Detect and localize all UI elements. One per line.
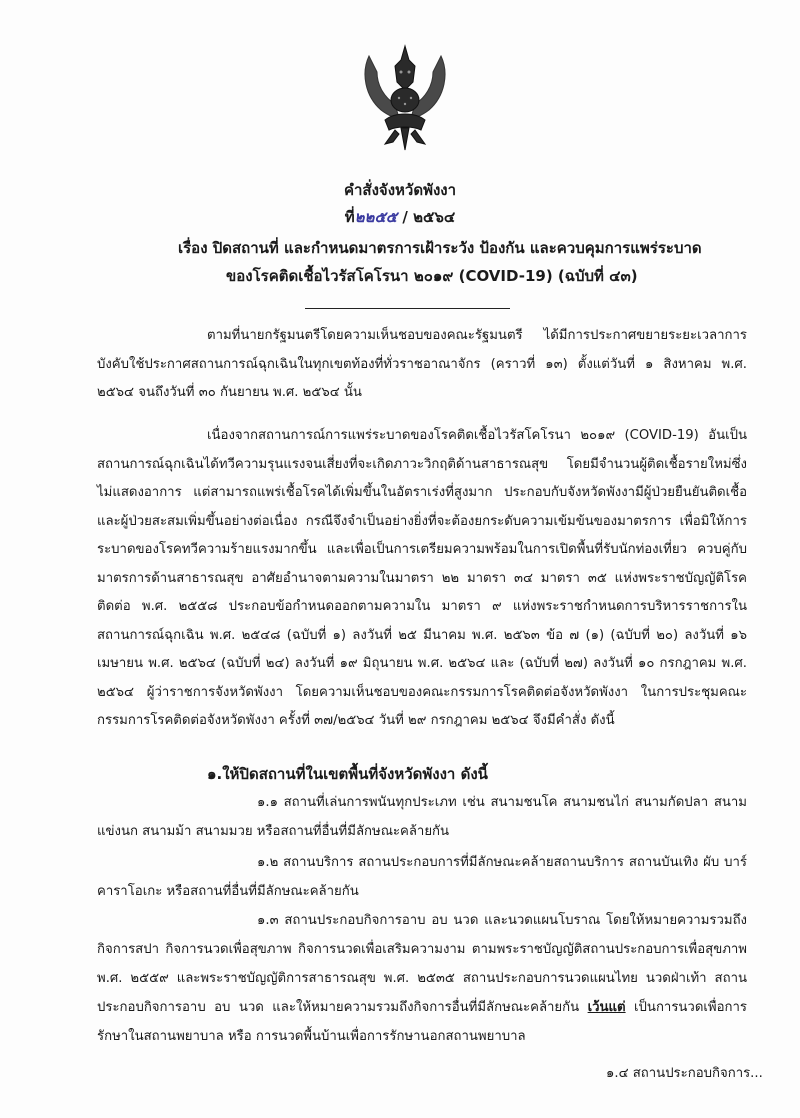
page-continuation: ๑.๔ สถานประกอบกิจการ... xyxy=(606,1066,763,1081)
paragraph-text: ตามที่นายกรัฐมนตรีโดยความเห็นชอบของคณะรัฐมนตรี ได้มีการประกาศขยายระยะเวลาการบังคับใช้ประกาศสถานการณ์ฉุกเฉินในทุกเขตท้องที่ทั่วราชอาณาจักร (คราวที่ ๑๓) ตั้งแต่วันที่ ๑ สิงหาคม พ.ศ. ๒๕๖๔ จนถึงวันที่ ๓๐ กันยายน พ.ศ. ๒๕๖๔ นั้น xyxy=(97,328,747,400)
section-item-1-1 xyxy=(97,788,747,846)
section-item-1-2 xyxy=(97,848,747,906)
exception-label: เว้นแต่ xyxy=(587,1000,626,1015)
garuda-emblem-icon xyxy=(355,38,455,153)
item-text: ๑.๓ สถานประกอบกิจการอาบ อบ นวด และนวดแผนโบราณ โดยให้หมายความรวมถึงกิจการสปา กิจการนวดเพื่อสุขภาพ กิจการนวดเพื่อเสริมความงาม ตามพระราชบัญญัติสถานประกอบการเพื่อสุขภาพ พ.ศ. ๒๕๕๙ และพระราชบัญญัติการสาธารณสุข พ.ศ. ๒๕๓๕ สถานประกอบการนวดแผนไทย นวดฝ่าเท้า สถานประกอบกิจการอาบ อบ นวด และให้หมายความรวมถึงกิจการอื่นที่มีลักษณะคล้ายกัน xyxy=(97,913,747,1015)
exception-text: เป็นการนวดเพื่อการรักษาในสถานพยาบาล หรือ การนวดพื้นบ้านเพื่อการรักษานอกสถานพยาบาล xyxy=(97,1000,747,1044)
subject-line-1: เรื่อง ปิดสถานที่ และกำหนดมาตรการเฝ้าระวัง ป้องกัน และควบคุมการแพร่ระบาด xyxy=(178,239,702,257)
order-number xyxy=(0,205,800,229)
paragraph-text: เนื่องจากสถานการณ์การแพร่ระบาดของโรคติดเชื้อไวรัสโคโรนา ๒๐๑๙ (COVID-19) อันเป็นสถานการณ์ฉุกเฉินได้ทวีความรุนแรงจนเสี่ยงที่จะเกิดภาวะวิกฤติด้านสาธารณสุข โดยมีจำนวนผู้ติดเชื้อรายใหม่ซึ่งไม่แสดงอาการ แต่สามารถแพร่เชื้อโรคได้เพิ่มขึ้นในอัตราเร่งที่สูงมาก ประกอบกับจังหวัดพังงามีผู้ป่วยยืนยันติดเชื้อและผู้ป่วยสะสมเพิ่มขึ้นอย่างต่อเนื่อง กรณีจึงจำเป็นอย่างยิ่งที่จะต้องยกระดับความเข้มข้นของมาตรการ เพื่อมิให้การระบาดของโรคทวีความร้ายแรงมากขึ้น และเพื่อเป็นการเตรียมความพร้อมในการเปิดพื้นที่รับนักท่องเที่ยว ควบคู่กับมาตรการด้านสาธารณสุข อาศัยอำนาจตามความในมาตรา ๒๒ มาตรา ๓๔ มาตรา ๓๕ แห่งพระราชบัญญัติโรคติดต่อ พ.ศ. ๒๕๕๘ ประกอบข้อกำหนดออกตามความใน มาตรา ๙ แห่งพระราชกำหนดการบริหารราชการในสถานการณ์ฉุกเฉิน พ.ศ. ๒๕๔๘ (ฉบับที่ ๑) ลงวันที่ ๒๕ มีนาคม พ.ศ. ๒๕๖๓ ข้อ ๗ (๑) (ฉบับที่ ๒๐) ลงวันที่ ๑๖ เมษายน พ.ศ. ๒๕๖๔ (ฉบับที่ ๒๔) ลงวันที่ ๑๙ มิถุนายน พ.ศ. ๒๕๖๔ และ (ฉบับที่ ๒๗) ลงวันที่ ๑๐ กรกฎาคม พ.ศ. ๒๕๖๔ ผู้ว่าราชการจังหวัดพังงา โดยความเห็นชอบของคณะกรรมการโรคติดต่อจังหวัดพังงา ในการประชุมคณะกรรมการโรคติดต่อจังหวัดพังงา ครั้งที่ ๓๗/๒๕๖๔ วันที่ ๒๙ กรกฎาคม ๒๕๖๔ จึงมีคำสั่ง ดังนี้ xyxy=(97,428,747,728)
preamble-paragraph-2 xyxy=(97,422,747,736)
order-number-handwritten: ๒๒๕๕ xyxy=(354,208,398,226)
order-number-prefix: ที่ xyxy=(344,208,355,226)
section-item-1-3 xyxy=(97,906,747,1051)
document-title: คำสั่งจังหวัดพังงา xyxy=(343,181,457,199)
subject xyxy=(178,234,738,290)
divider xyxy=(305,308,510,309)
item-text: ๑.๒ สถานบริการ สถานประกอบการที่มีลักษณะคล้ายสถานบริการ สถานบันเทิง ผับ บาร์ คาราโอเกะ หรือสถานที่อื่นที่มีลักษณะคล้ายกัน xyxy=(97,855,747,899)
section-1-heading: ๑.ให้ปิดสถานที่ในเขตพื้นที่จังหวัดพังงา ดังนี้ xyxy=(207,765,488,783)
item-text: ๑.๑ สถานที่เล่นการพนันทุกประเภท เช่น สนามชนโค สนามชนไก่ สนามกัดปลา สนามแข่งนก สนามม้า สนามมวย หรือสถานที่อื่นที่มีลักษณะคล้ายกัน xyxy=(97,795,747,839)
preamble-paragraph-1 xyxy=(97,322,747,408)
order-number-year: / ๒๕๖๔ xyxy=(397,208,456,226)
subject-line-2: ของโรคติดเชื้อไวรัสโคโรนา ๒๐๑๙ (COVID-19) (ฉบับที่ ๔๓) xyxy=(226,267,638,285)
